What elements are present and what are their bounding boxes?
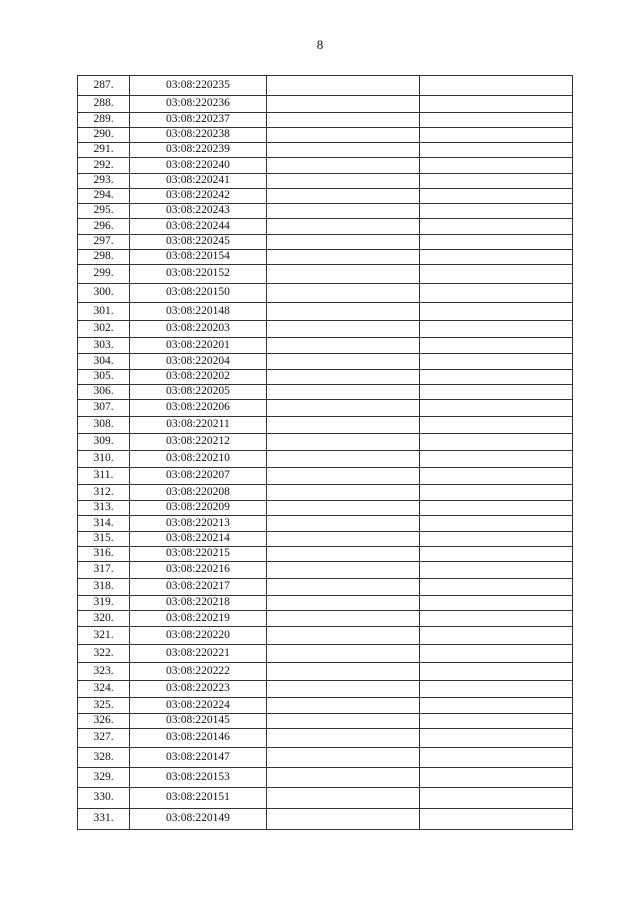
cadastral-code-cell: 03:08:220241 [130,174,267,189]
empty-cell [420,714,573,729]
row-number-cell: 298. [78,250,130,265]
cadastral-code-cell: 03:08:220222 [130,663,267,681]
table-row [78,681,573,698]
empty-cell [420,485,573,501]
table-row [78,189,573,204]
cadastral-code-cell: 03:08:220220 [130,627,267,645]
empty-cell [420,516,573,532]
cadastral-code-cell: 03:08:220201 [130,338,267,354]
row-number-cell: 296. [78,219,130,235]
table-row [78,485,573,501]
cadastral-code-cell: 03:08:220204 [130,354,267,370]
cadastral-code-cell: 03:08:220206 [130,400,267,417]
row-number-cell: 321. [78,627,130,645]
empty-cell [420,611,573,627]
table-row [78,516,573,532]
table-row [78,400,573,417]
cadastral-code-cell: 03:08:220151 [130,788,267,809]
table-row [78,250,573,265]
empty-cell [420,128,573,143]
cadastral-code-cell: 03:08:220221 [130,645,267,663]
empty-cell [420,417,573,434]
cadastral-code-cell: 03:08:220240 [130,158,267,174]
table-row [78,235,573,250]
row-number-cell: 291. [78,143,130,158]
empty-cell [420,321,573,338]
empty-cell [267,698,420,714]
cadastral-code-cell: 03:08:220203 [130,321,267,338]
row-number-cell: 311. [78,468,130,485]
cadastral-code-cell: 03:08:220152 [130,265,267,284]
table-row [78,338,573,354]
empty-cell [420,189,573,204]
table-row [78,579,573,596]
row-number-cell: 295. [78,204,130,219]
cadastral-code-cell: 03:08:220217 [130,579,267,596]
row-number-cell: 324. [78,681,130,698]
row-number-cell: 329. [78,768,130,788]
empty-cell [267,174,420,189]
row-number-cell: 328. [78,748,130,768]
table-row [78,611,573,627]
cadastral-code-cell: 03:08:220243 [130,204,267,219]
empty-cell [267,265,420,284]
empty-cell [267,611,420,627]
cadastral-code-cell: 03:08:220236 [130,96,267,113]
empty-cell [267,451,420,468]
empty-cell [420,501,573,516]
empty-cell [267,204,420,219]
empty-cell [420,96,573,113]
row-number-cell: 310. [78,451,130,468]
empty-cell [420,434,573,451]
cadastral-code-cell: 03:08:220146 [130,729,267,748]
empty-cell [267,143,420,158]
table-row [78,468,573,485]
table-row [78,729,573,748]
empty-cell [267,768,420,788]
row-number-cell: 287. [78,76,130,96]
row-number-cell: 300. [78,284,130,303]
row-number-cell: 309. [78,434,130,451]
table-row [78,768,573,788]
cadastral-code-cell: 03:08:220149 [130,809,267,830]
row-number-cell: 325. [78,698,130,714]
row-number-cell: 303. [78,338,130,354]
table-row [78,562,573,579]
empty-cell [267,189,420,204]
table-row [78,96,573,113]
cadastral-code-cell: 03:08:220216 [130,562,267,579]
table-row [78,788,573,809]
empty-cell [267,113,420,128]
row-number-cell: 299. [78,265,130,284]
empty-cell [267,76,420,96]
empty-cell [267,663,420,681]
empty-cell [267,532,420,547]
table-row [78,113,573,128]
cadastral-code-cell: 03:08:220237 [130,113,267,128]
empty-cell [420,698,573,714]
empty-cell [420,748,573,768]
empty-cell [420,204,573,219]
cadastral-code-cell: 03:08:220150 [130,284,267,303]
cadastral-code-cell: 03:08:220208 [130,485,267,501]
row-number-cell: 326. [78,714,130,729]
empty-cell [420,143,573,158]
empty-cell [420,235,573,250]
empty-cell [420,809,573,830]
empty-cell [420,532,573,547]
table-row [78,434,573,451]
table-row [78,627,573,645]
empty-cell [267,321,420,338]
empty-cell [267,562,420,579]
table-row [78,698,573,714]
empty-cell [267,468,420,485]
cadastral-code-cell: 03:08:220245 [130,235,267,250]
table-row [78,370,573,385]
empty-cell [420,729,573,748]
row-number-cell: 316. [78,547,130,562]
cadastral-code-cell: 03:08:220224 [130,698,267,714]
empty-cell [267,596,420,611]
table-row [78,663,573,681]
empty-cell [267,516,420,532]
row-number-cell: 305. [78,370,130,385]
empty-cell [420,385,573,400]
row-number-cell: 331. [78,809,130,830]
empty-cell [420,562,573,579]
table-row [78,354,573,370]
cadastral-code-cell: 03:08:220214 [130,532,267,547]
empty-cell [420,370,573,385]
table-row [78,596,573,611]
cadastral-code-cell: 03:08:220205 [130,385,267,400]
empty-cell [267,128,420,143]
empty-cell [420,451,573,468]
row-number-cell: 315. [78,532,130,547]
empty-cell [267,627,420,645]
row-number-cell: 304. [78,354,130,370]
row-number-cell: 293. [78,174,130,189]
empty-cell [420,681,573,698]
row-number-cell: 320. [78,611,130,627]
table-row [78,748,573,768]
row-number-cell: 302. [78,321,130,338]
empty-cell [267,354,420,370]
cadastral-code-cell: 03:08:220215 [130,547,267,562]
empty-cell [267,250,420,265]
empty-cell [420,303,573,321]
table-row [78,128,573,143]
cadastral-code-cell: 03:08:220219 [130,611,267,627]
table-row [78,284,573,303]
empty-cell [420,354,573,370]
table-row [78,547,573,562]
cadastral-code-cell: 03:08:220210 [130,451,267,468]
empty-cell [420,158,573,174]
table-row [78,158,573,174]
empty-cell [267,714,420,729]
table-row [78,645,573,663]
cadastral-code-cell: 03:08:220147 [130,748,267,768]
table-row [78,219,573,235]
empty-cell [420,284,573,303]
cadastral-code-cell: 03:08:220202 [130,370,267,385]
table-row [78,714,573,729]
row-number-cell: 307. [78,400,130,417]
empty-cell [267,681,420,698]
empty-cell [267,338,420,354]
row-number-cell: 323. [78,663,130,681]
row-number-cell: 330. [78,788,130,809]
table-row [78,532,573,547]
cadastral-code-cell: 03:08:220154 [130,250,267,265]
cadastral-code-cell: 03:08:220153 [130,768,267,788]
table-row [78,143,573,158]
row-number-cell: 314. [78,516,130,532]
row-number-cell: 289. [78,113,130,128]
cadastral-code-cell: 03:08:220242 [130,189,267,204]
empty-cell [267,501,420,516]
empty-cell [420,400,573,417]
empty-cell [420,645,573,663]
empty-cell [420,547,573,562]
table-row [78,174,573,189]
empty-cell [420,250,573,265]
empty-cell [267,417,420,434]
table-row [78,809,573,830]
cadastral-code-cell: 03:08:220235 [130,76,267,96]
row-number-cell: 319. [78,596,130,611]
cadastral-code-cell: 03:08:220209 [130,501,267,516]
cadastral-code-cell: 03:08:220238 [130,128,267,143]
cadastral-code-cell: 03:08:220244 [130,219,267,235]
empty-cell [267,158,420,174]
empty-cell [267,485,420,501]
empty-cell [267,788,420,809]
table-row [78,417,573,434]
empty-cell [267,219,420,235]
row-number-cell: 297. [78,235,130,250]
empty-cell [267,400,420,417]
page-number: 8 [316,37,324,52]
cadastral-code-cell: 03:08:220211 [130,417,267,434]
table-row [78,204,573,219]
row-number-cell: 290. [78,128,130,143]
empty-cell [267,729,420,748]
empty-cell [267,370,420,385]
row-number-cell: 317. [78,562,130,579]
empty-cell [267,96,420,113]
cadastral-code-cell: 03:08:220148 [130,303,267,321]
cadastral-code-cell: 03:08:220213 [130,516,267,532]
table-row [78,385,573,400]
empty-cell [267,434,420,451]
empty-cell [267,235,420,250]
empty-cell [420,663,573,681]
cadastral-code-cell: 03:08:220218 [130,596,267,611]
row-number-cell: 288. [78,96,130,113]
empty-cell [420,788,573,809]
empty-cell [267,547,420,562]
row-number-cell: 306. [78,385,130,400]
empty-cell [420,596,573,611]
cadastral-code-cell: 03:08:220212 [130,434,267,451]
row-number-cell: 294. [78,189,130,204]
table-row [78,451,573,468]
table-row [78,76,573,96]
cadastral-code-cell: 03:08:220207 [130,468,267,485]
row-number-cell: 322. [78,645,130,663]
empty-cell [420,579,573,596]
empty-cell [420,219,573,235]
empty-cell [420,468,573,485]
empty-cell [267,645,420,663]
empty-cell [267,579,420,596]
empty-cell [420,338,573,354]
row-number-cell: 308. [78,417,130,434]
empty-cell [420,113,573,128]
cadastral-code-cell: 03:08:220145 [130,714,267,729]
empty-cell [420,76,573,96]
empty-cell [267,385,420,400]
row-number-cell: 292. [78,158,130,174]
cadastral-code-cell: 03:08:220239 [130,143,267,158]
empty-cell [267,748,420,768]
empty-cell [420,768,573,788]
table-row [78,265,573,284]
empty-cell [420,627,573,645]
cadastral-code-cell: 03:08:220223 [130,681,267,698]
table-row [78,321,573,338]
empty-cell [267,303,420,321]
row-number-cell: 327. [78,729,130,748]
row-number-cell: 312. [78,485,130,501]
empty-cell [267,284,420,303]
table-row [78,501,573,516]
empty-cell [420,265,573,284]
table-row [78,303,573,321]
empty-cell [420,174,573,189]
table-body [78,76,573,830]
empty-cell [267,809,420,830]
row-number-cell: 301. [78,303,130,321]
row-number-cell: 313. [78,501,130,516]
row-number-cell: 318. [78,579,130,596]
cadastral-table [77,75,573,830]
